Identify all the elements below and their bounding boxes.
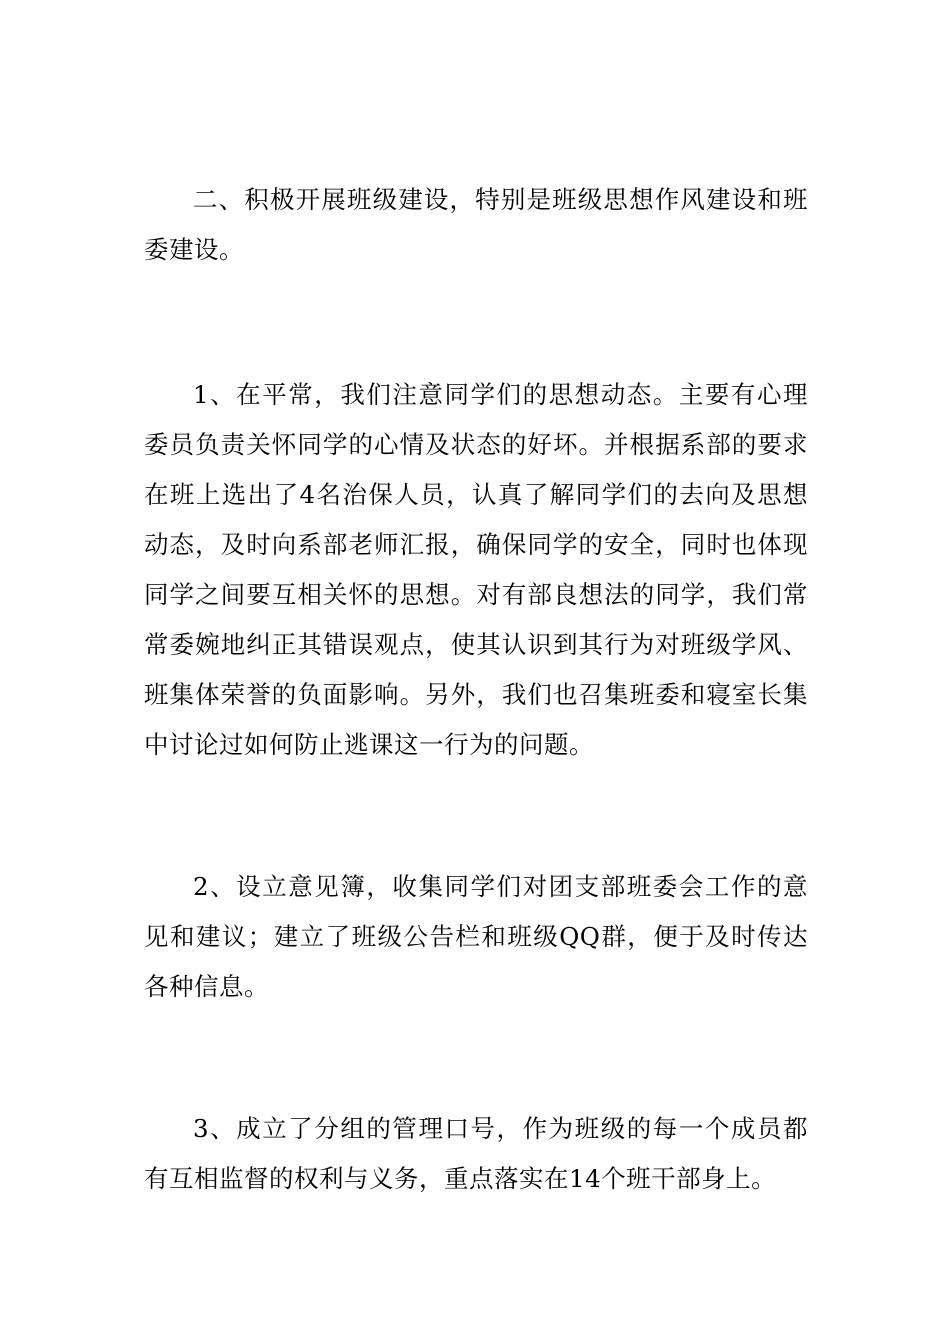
item-2-paragraph: 2、设立意见簿，收集同学们对团支部班委会工作的意见和建议；建立了班级公告栏和班级QQ群，便于及时传达各种信息。 — [144, 872, 808, 1001]
item-1-paragraph: 1、在平常，我们注意同学们的思想动态。主要有心理委员负责关怀同学的心情及状态的好坏。并根据系部的要求在班上选出了4名治保人员，认真了解同学们的去向及思想动态，及时向系部老师汇报，确保同学的安全，同时也体现同学之间要互相关怀的思想。对有部良想法的同学，我们常常委婉地纠正其错误观点，使其认识到其行为对班级学风、班集体荣誉的负面影响。另外，我们也召集班委和寝室长集中讨论过如何防止逃课这一行为的问题。 — [144, 380, 808, 759]
section-heading-paragraph: 二、积极开展班级建设，特别是班级思想作风建设和班委建设。 — [144, 185, 808, 264]
item-3-paragraph: 3、成立了分组的管理口号，作为班级的每一个成员都有互相监督的权利与义务，重点落实在14个班干部身上。 — [144, 1114, 808, 1193]
document-body — [144, 175, 808, 1204]
